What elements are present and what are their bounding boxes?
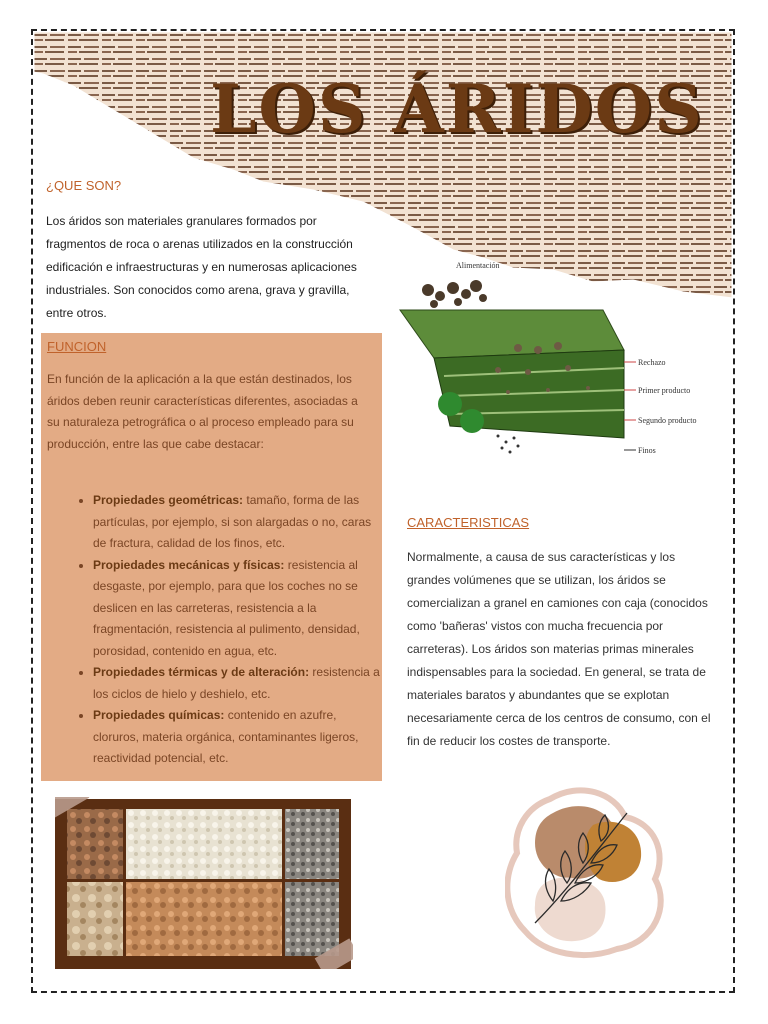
screening-machine-diagram [398, 258, 728, 470]
aggregates-photo [55, 797, 353, 969]
section-heading-caracteristicas: CARACTERISTICAS [407, 515, 530, 530]
caracteristicas-text: Normalmente, a causa de sus características y los grandes volúmenes que se utilizan, los áridos se comercializan a granel en camiones con caja (conocidos como 'bañeras' vistos con mucha frecuencia por carreteras). Los áridos son materias primas minerales indispensables para la sociedad. En general, se trata de materiales baratos y abundantes que se explotan necesariamente cerca de los centros de consumo, con el fin de reducir los costes de transporte. [407, 550, 711, 748]
list-item [93, 490, 383, 555]
page-title: LOS ÁRIDOS [210, 70, 704, 148]
aggregate-pile [422, 280, 487, 308]
que-son-text: Los áridos son materiales granulares formados por fragmentos de roca o arenas utilizados en la construcción edificación e infraestructuras y en numerosas aplicaciones industriales. Son conocidos como arena, grava y gravilla, entre otros. [46, 214, 357, 320]
diagram-label-finos: Finos [638, 446, 656, 455]
diagram-label-rechazo: Rechazo [638, 358, 666, 367]
leaf-sticker [505, 783, 670, 961]
diagram-label-primer: Primer producto [638, 386, 691, 395]
list-item [93, 555, 383, 663]
funcion-intro: En función de la aplicación a la que están destinados, los áridos deben reunir características diferentes, asociadas a su naturaleza petrográfica o al proceso empleado para su producción, entre las que cabe destacar: [47, 372, 358, 451]
property-text: tamaño, forma de las partículas, por ejemplo, si son alargadas o no, caras de fractura, calidad de los finos, etc. [93, 493, 372, 550]
list-item [93, 662, 383, 705]
property-text: contenido en azufre, cloruros, materia orgánica, contaminantes ligeros, reactividad potencial, etc. [93, 708, 359, 765]
property-text: resistencia a los ciclos de hielo y deshielo, etc. [93, 665, 380, 701]
properties-list [71, 490, 383, 770]
funcion-panel [41, 333, 382, 781]
property-label: Propiedades químicas: [93, 708, 225, 722]
property-text: resistencia al desgaste, por ejemplo, para que los coches no se deslicen en las carreteras, resistencia a la fragmentación, resistencia al pulimento, densidad, porosidad, contenido en agua, etc. [93, 557, 360, 658]
property-label: Propiedades geométricas: [93, 493, 244, 507]
diagram-label-feed: Alimentación [456, 261, 500, 270]
diagram-label-segundo: Segundo producto [638, 416, 697, 425]
section-heading-funcion: FUNCION [47, 339, 107, 354]
list-item [93, 705, 383, 770]
property-label: Propiedades térmicas y de alteración: [93, 665, 310, 679]
section-heading-que-son: ¿QUE SON? [46, 178, 122, 193]
property-label: Propiedades mecánicas y físicas: [93, 557, 285, 572]
